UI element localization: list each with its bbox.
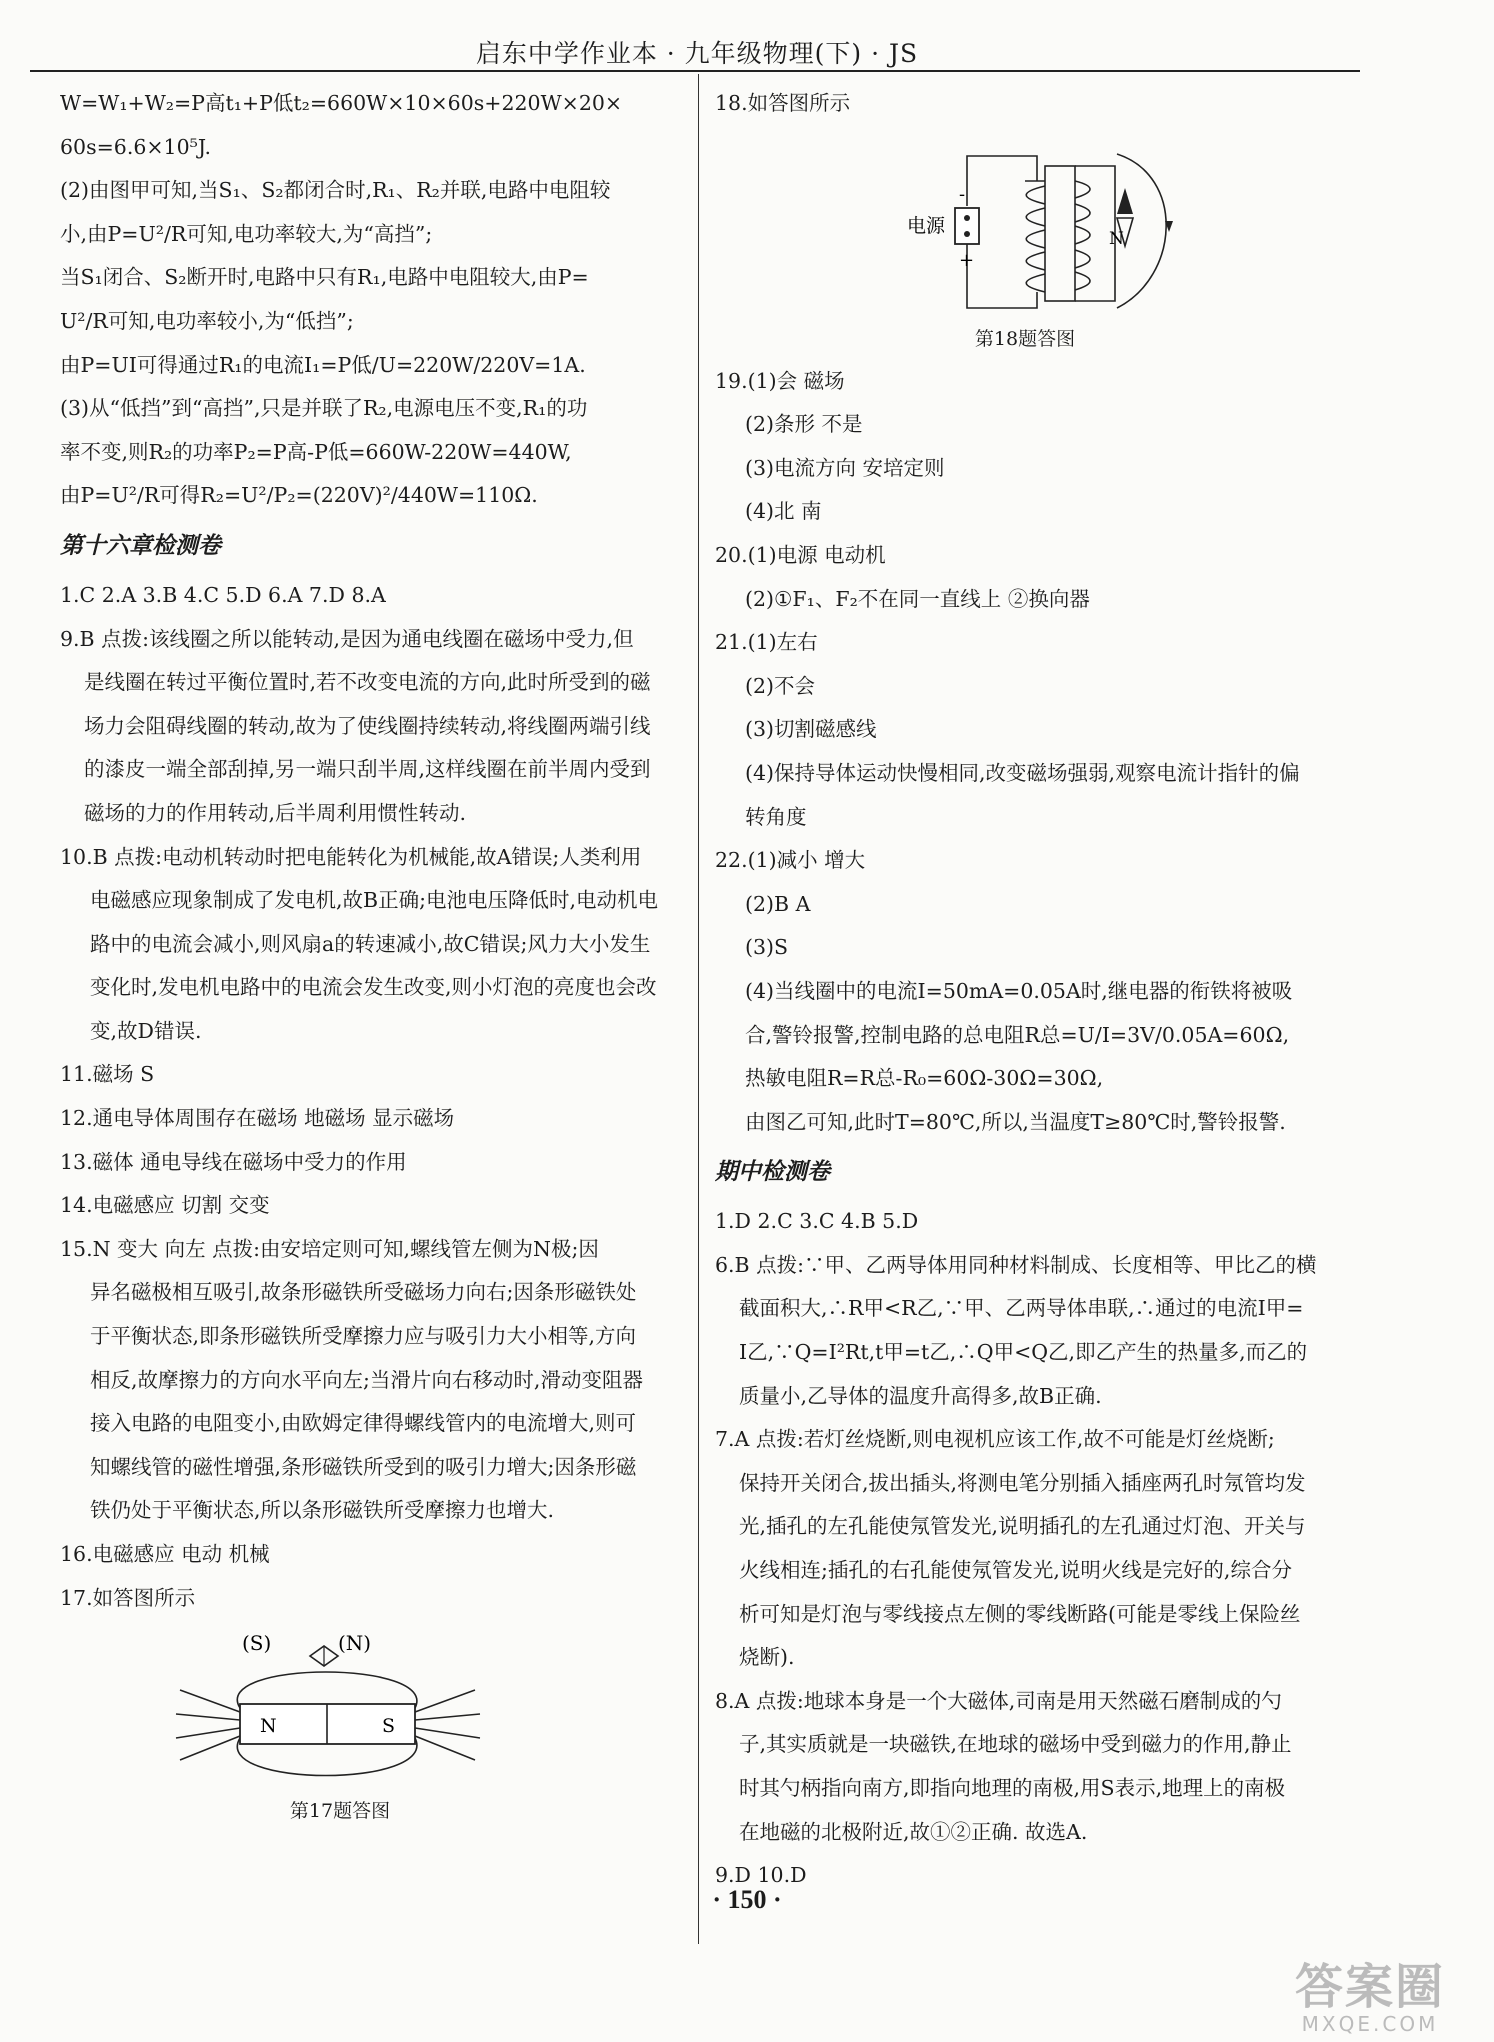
answer-line: 析可知是灯泡与零线接点左侧的零线断路(可能是零线上保险丝 <box>739 1601 1301 1626</box>
answer-line: 9.D 10.D <box>715 1863 807 1888</box>
field-line <box>415 1690 475 1712</box>
answer-line: I乙,∵Q=I²Rt,t甲=t乙,∴Q甲<Q乙,即乙产生的热量多,而乙的 <box>739 1340 1308 1365</box>
answer-list <box>715 360 1380 1145</box>
bar-magnet-field-diagram <box>170 1620 590 1790</box>
answer-line: 于平衡状态,即条形磁铁所受摩擦力应与吸引力大小相等,方向 <box>90 1324 637 1349</box>
solution-block <box>60 82 680 518</box>
page-header: 启东中学作业本 · 九年级物理(下) · JS <box>475 39 919 68</box>
answer-line: 6.B 点拨:∵甲、乙两导体用同种材料制成、长度相等、甲比乙的横 <box>715 1252 1317 1277</box>
answer-line: 路中的电流会减小,则风扇a的转速减小,故C错误;风力大小发生 <box>90 931 651 956</box>
answer-line: 接入电路的电阻变小,由欧姆定律得螺线管内的电流增大,则可 <box>90 1411 637 1436</box>
answer-line: 的漆皮一端全部刮掉,另一端只刮半周,这样线圈在前半周内受到 <box>84 757 651 782</box>
answer-line: 时其勺柄指向南方,即指向地理的南极,用S表示,地理上的南极 <box>739 1776 1286 1800</box>
answer-line: 7.A 点拨:若灯丝烧断,则电视机应该工作,故不可能是灯丝烧断; <box>715 1427 1275 1452</box>
answer-line: 是线圈在转过平衡位置时,若不改变电流的方向,此时所受到的磁 <box>84 670 651 695</box>
answer-line: 质量小,乙导体的温度升高得多,故B正确. <box>739 1383 1102 1408</box>
answer-line: (2)①F₁、F₂不在同一直线上 ②换向器 <box>745 586 1090 611</box>
figure-17-caption: 第17题答图 <box>289 1800 391 1823</box>
text-line: 当S₁闭合、S₂断开时,电路中只有R₁,电路中电阻较大,由P= <box>60 265 589 290</box>
answer-line: 磁场的力的作用转动,后半周利用惯性转动. <box>84 800 467 825</box>
right-column <box>715 82 1380 1898</box>
text-line: 率不变,则R₂的功率P₂=P高-P低=660W-220W=440W, <box>60 439 572 464</box>
figure-17 <box>60 1620 680 1790</box>
answer-line: 电磁感应现象制成了发电机,故B正确;电池电压降低时,电动机电 <box>90 888 659 913</box>
answer-line: (2)不会 <box>745 673 816 698</box>
answer-line: 1.C 2.A 3.B 4.C 5.D 6.A 7.D 8.A <box>60 582 386 607</box>
answer-line: (3)S <box>745 935 789 960</box>
answer-line: 14.电磁感应 切割 交变 <box>60 1193 270 1218</box>
field-line <box>415 1736 475 1760</box>
power-source-icon <box>955 208 979 244</box>
pole-label-right: (N) <box>338 1631 372 1656</box>
answer-list <box>60 574 680 1620</box>
answer-line: 合,警铃报警,控制电路的总电阻R总=U/I=3V/0.05A=60Ω, <box>745 1022 1290 1047</box>
field-line <box>237 1672 417 1708</box>
answer-line: 15.N 变大 向左 点拨:由安培定则可知,螺线管左侧为N极;因 <box>60 1236 599 1261</box>
answer-line: 热敏电阻R=R总-R₀=60Ω-30Ω=30Ω, <box>745 1066 1104 1091</box>
answer-line: 9.B 点拨:该线圈之所以能转动,是因为通电线圈在磁场中受力,但 <box>60 626 634 651</box>
answer-line: 19.(1)会 磁场 <box>715 368 845 393</box>
header-rule <box>30 70 1360 72</box>
magnet-n-label: N <box>260 1715 277 1738</box>
answer-line: (4)保持导体运动快慢相同,改变磁场强弱,观察电流计指针的偏 <box>745 760 1300 785</box>
answer-line: 火线相连;插孔的右孔能使氖管发光,说明火线是完好的,综合分 <box>739 1558 1292 1583</box>
answer-line: 铁仍处于平衡状态,所以条形磁铁所受摩擦力也增大. <box>90 1498 555 1523</box>
answer-line: 13.磁体 通电导线在磁场中受力的作用 <box>60 1149 407 1174</box>
section-title: 第十六章检测卷 <box>60 532 221 559</box>
answer-line: 11.磁场 S <box>60 1062 155 1087</box>
answer-line: 相反,故摩擦力的方向水平向左;当滑片向右移动时,滑动变阻器 <box>90 1367 643 1392</box>
field-line <box>180 1736 240 1760</box>
electromagnet-diagram <box>907 126 1225 318</box>
text-line: (2)由图甲可知,当S₁、S₂都闭合时,R₁、R₂并联,电路中电阻较 <box>60 178 611 203</box>
answer-line: 21.(1)左右 <box>715 630 818 655</box>
coil-icon <box>1025 181 1045 292</box>
answer-line: 转角度 <box>745 804 807 829</box>
answer-line: 变,故D错误. <box>90 1018 202 1043</box>
answer-line: 由图乙可知,此时T=80℃,所以,当温度T≥80℃时,警铃报警. <box>745 1109 1286 1134</box>
plus-label: + <box>959 249 975 271</box>
answer-line: (4)北 南 <box>745 499 822 524</box>
answer-line: 知螺线管的磁性增强,条形磁铁所受到的吸引力增大;因条形磁 <box>90 1454 637 1479</box>
magnet-s-label: S <box>382 1715 396 1738</box>
text-line: U²/R可知,电功率较小,为“低挡”; <box>60 308 354 333</box>
answer-line: 1.D 2.C 3.C 4.B 5.D <box>715 1209 919 1234</box>
compass-needle-icon <box>1117 188 1133 214</box>
answer-line: (4)当线圈中的电流I=50mA=0.05A时,继电器的衔铁将被吸 <box>745 978 1293 1003</box>
answer-line: (2)B A <box>745 891 811 916</box>
answer-line: 10.B 点拨:电动机转动时把电能转化为机械能,故A错误;人类利用 <box>60 844 642 869</box>
field-line <box>176 1714 240 1720</box>
answer-line: 异名磁极相互吸引,故条形磁铁所受磁场力向右;因条形磁铁处 <box>90 1280 637 1305</box>
answer-line: 变化时,发电机电路中的电流会发生改变,则小灯泡的亮度也会改 <box>90 975 657 1000</box>
text-line: 小,由P=U²/R可知,电功率较大,为“高挡”; <box>60 221 433 246</box>
answer-line: 16.电磁感应 电动 机械 <box>60 1542 270 1566</box>
answer-line: (2)条形 不是 <box>745 412 863 437</box>
field-line <box>415 1728 480 1738</box>
n-label: N <box>1109 228 1124 249</box>
section-title: 期中检测卷 <box>715 1159 830 1186</box>
answer-line: 20.(1)电源 电动机 <box>715 542 886 567</box>
answer-line: 子,其实质就是一块磁铁,在地球的磁场中受到磁力的作用,静止 <box>739 1732 1292 1757</box>
column-divider <box>698 74 699 1944</box>
source-label: 电源 <box>907 214 946 237</box>
text-line: 60s=6.6×10⁵J. <box>60 134 212 159</box>
watermark-url: MXQE.COM <box>1301 2012 1439 2036</box>
answer-line: 在地磁的北极附近,故①②正确. 故选A. <box>739 1819 1088 1844</box>
answer-line: 18.如答图所示 <box>715 91 851 115</box>
answer-line: 保持开关闭合,拔出插头,将测电笔分别插入插座两孔时氖管均发 <box>739 1470 1306 1495</box>
field-line <box>180 1690 240 1712</box>
answer-list <box>715 1200 1380 1898</box>
field-line <box>176 1728 240 1738</box>
text-line: 由P=U²/R可得R₂=U²/P₂=(220V)²/440W=110Ω. <box>60 483 538 508</box>
answer-line: 12.通电导体周围存在磁场 地磁场 显示磁场 <box>60 1106 455 1131</box>
answer-line: 22.(1)减小 增大 <box>715 848 866 873</box>
field-line <box>415 1714 480 1720</box>
text-line: (3)从“低挡”到“高挡”,只是并联了R₂,电源电压不变,R₁的功 <box>60 396 588 421</box>
field-line <box>1117 154 1166 308</box>
answer-line: 8.A 点拨:地球本身是一个大磁体,司南是用天然磁石磨制成的勺 <box>715 1688 1282 1713</box>
minus-label: - <box>959 183 966 205</box>
figure-18 <box>715 126 1380 318</box>
figure-18-caption: 第18题答图 <box>974 327 1076 350</box>
left-column <box>60 82 680 1826</box>
answer-line: 17.如答图所示 <box>60 1585 196 1610</box>
page-number: · 150 · <box>712 1885 782 1914</box>
watermark-text: 答案圈 <box>1294 1959 1445 2015</box>
text-line: 由P=UI可得通过R₁的电流I₁=P低/U=220W/220V=1A. <box>60 352 586 377</box>
answer-line: 场力会阻碍线圈的转动,故为了使线圈持续转动,将线圈两端引线 <box>84 713 651 738</box>
iron-core <box>1045 166 1075 301</box>
answer-line: 截面积大,∴R甲<R乙,∵甲、乙两导体串联,∴通过的电流I甲= <box>739 1296 1304 1321</box>
answer-line: (3)电流方向 安培定则 <box>745 455 945 480</box>
answer-line: 光,插孔的左孔能使氖管发光,说明插孔的左孔通过灯泡、开关与 <box>739 1514 1306 1539</box>
wire <box>967 244 1037 308</box>
answer-line: 烧断). <box>739 1645 795 1670</box>
pole-label-left: (S) <box>242 1631 272 1656</box>
text-line: W=W₁+W₂=P高t₁+P低t₂=660W×10×60s+220W×20× <box>60 91 623 115</box>
watermark-logo <box>1255 1959 1485 2036</box>
answer-line: (3)切割磁感线 <box>745 717 877 742</box>
